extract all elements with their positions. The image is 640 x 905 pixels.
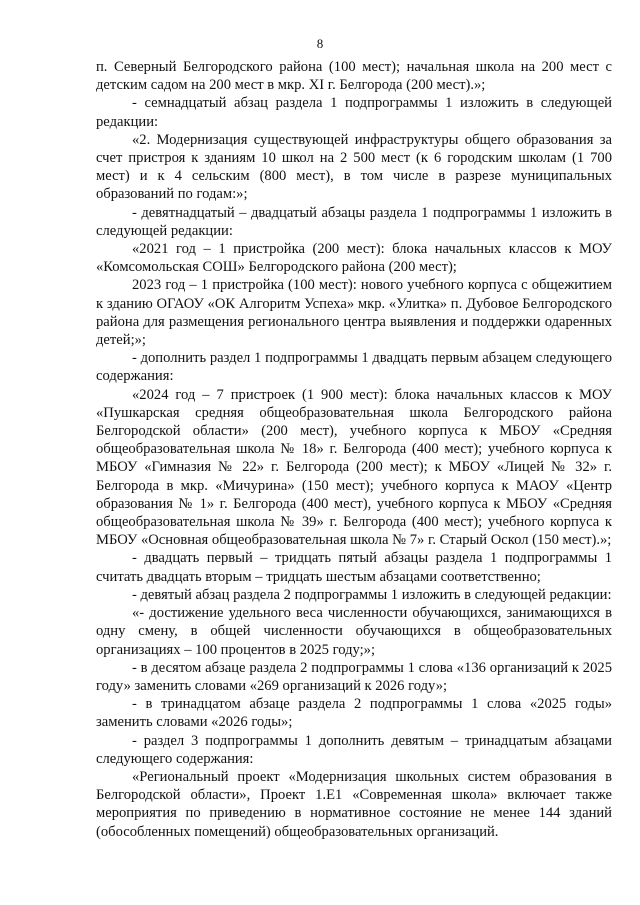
paragraph: п. Северный Белгородского района (100 мест); начальная школа на 200 мест с детским садом на 200 мест в мкр. XI г. Белгорода (200 мест).»; [96, 59, 612, 94]
paragraph: - в тринадцатом абзаце раздела 2 подпрограммы 1 слова «2025 годы» заменить словами «2026 годы»; [96, 696, 612, 731]
page-number: 8 [316, 36, 324, 51]
paragraph: - девятнадцатый – двадцатый абзацы раздела 1 подпрограммы 1 изложить в следующей редакции: [96, 204, 612, 239]
document-body [96, 58, 612, 841]
paragraph: «2. Модернизация существующей инфраструктуры общего образования за счет пристроя к зданиям 10 школ на 2 500 мест (к 6 городским школам (1 700 мест) и к 4 сельским (800 мест), в том числе в разрезе муниципальных образований по годам:»; [96, 131, 612, 203]
paragraph: - дополнить раздел 1 подпрограммы 1 двадцать первым абзацем следующего содержания: [96, 350, 612, 385]
paragraph: - семнадцатый абзац раздела 1 подпрограммы 1 изложить в следующей редакции: [96, 95, 612, 130]
paragraph: «2021 год – 1 пристройка (200 мест): блока начальных классов к МОУ «Комсомольская СОШ» Белгородского района (200 мест); [96, 241, 612, 276]
paragraph: - в десятом абзаце раздела 2 подпрограммы 1 слова «136 организаций к 2025 году» заменить словами «269 организаций к 2026 году»; [96, 659, 612, 694]
paragraph: «2024 год – 7 пристроек (1 900 мест): блока начальных классов к МОУ «Пушкарская средняя общеобразовательная школа Белгородского района Белгородской области» (200 мест), учебного корпуса к МБОУ «Средняя общеобразовательная школа № 18» г. Белгорода (400 мест); учебного корпуса к МБОУ «Гимназия № 22» г. Белгорода (200 мест); к МБОУ «Лицей № 32» г. Белгорода в мкр. «Мичурина» (150 мест); учебного корпуса к МАОУ «Центр образования № 1» г. Белгорода (400 мест), учебного корпуса к МБОУ «Средняя общеобразовательная школа № 39» г. Белгорода (400 мест); учебного корпуса к МБОУ «Основная общеобразовательная школа № 7» г. Старый Оскол (150 мест).»; [96, 386, 612, 549]
paragraph: «- достижение удельного веса численности обучающихся, занимающихся в одну смену, в общей численности обучающихся в общеобразовательных организациях – 100 процентов в 2025 году;»; [96, 605, 612, 658]
paragraph: 2023 год – 1 пристройка (100 мест): нового учебного корпуса с общежитием к зданию ОГАОУ «ОК Алгоритм Успеха» мкр. «Улитка» п. Дубовое Белгородского района для размещения регионального центра выявления и поддержки одаренных детей;»; [96, 277, 612, 349]
paragraph: «Региональный проект «Модернизация школьных систем образования в Белгородской области», Проект 1.Е1 «Современная школа» включает также мероприятия по приведению в нормативное состояние не менее 144 зданий (обособленных помещений) общеобразовательных организаций. [96, 768, 612, 840]
paragraph: - двадцать первый – тридцать пятый абзацы раздела 1 подпрограммы 1 считать двадцать вторым – тридцать шестым абзацами соответственно; [96, 550, 612, 585]
paragraph: - девятый абзац раздела 2 подпрограммы 1 изложить в следующей редакции: [132, 586, 612, 603]
paragraph: - раздел 3 подпрограммы 1 дополнить девятым – тринадцатым абзацами следующего содержания: [96, 732, 612, 767]
